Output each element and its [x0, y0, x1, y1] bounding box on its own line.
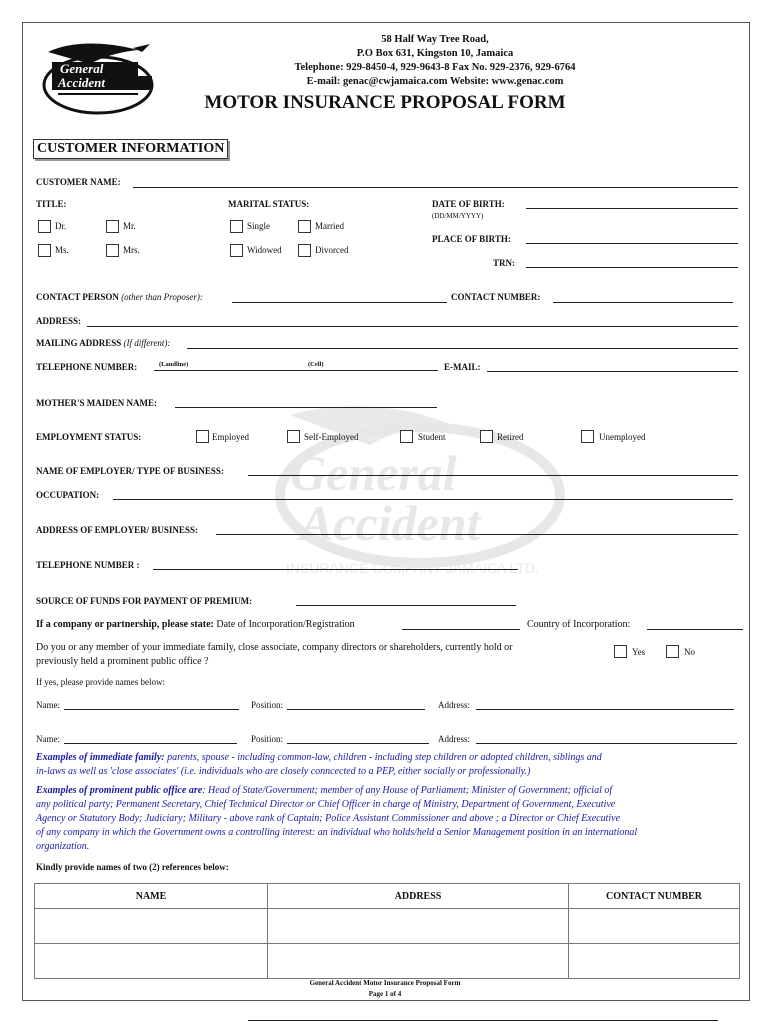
office-examples-text5: organization.	[36, 841, 90, 852]
footer-line2: Page 1 of 4	[368, 990, 402, 998]
pep-position-field-2[interactable]	[287, 743, 429, 744]
watermark-logo	[250, 395, 570, 595]
family-examples	[36, 751, 741, 779]
title-dr-label: Dr.	[55, 221, 67, 231]
trn-label: TRN:	[493, 258, 515, 268]
page-title: MOTOR INSURANCE PROPOSAL FORM	[204, 92, 566, 113]
pep-name-label-1: Name:	[36, 700, 60, 710]
pep-position-label-2: Position:	[251, 734, 284, 744]
employed-label: Employed	[212, 432, 249, 442]
company-lead: If a company or partnership, please state:	[36, 619, 214, 630]
marital-status-label: MARITAL STATUS:	[228, 199, 310, 209]
incorp-country-field[interactable]	[647, 629, 743, 630]
marital-married-checkbox[interactable]	[298, 220, 311, 233]
pob-field[interactable]	[526, 243, 738, 244]
telephone2-label: TELEPHONE NUMBER :	[36, 560, 140, 570]
pep-no-label: No	[684, 647, 695, 657]
references-row-1	[35, 909, 740, 944]
reference-1-contact-cell[interactable]	[569, 909, 740, 944]
occupation-label: OCCUPATION:	[36, 490, 100, 500]
references-row-2	[35, 944, 740, 979]
reference-1-name-cell[interactable]	[35, 909, 268, 944]
unemployed-checkbox[interactable]	[581, 430, 594, 443]
office-examples-text2: any political party; Permanent Secretary, Chief Technical Director or Chief Officer in charge of Ministry, Department of Government, Executive	[36, 799, 616, 810]
company-row	[36, 619, 355, 630]
dob-format: (DD/MM/YYYY)	[432, 212, 484, 220]
telephone-field[interactable]	[154, 370, 438, 371]
title-label: TITLE:	[36, 199, 67, 209]
company-logo	[38, 40, 156, 118]
contact-person-text: CONTACT PERSON	[36, 292, 119, 302]
maiden-name-field[interactable]	[175, 407, 437, 408]
title-mrs-label: Mrs.	[123, 245, 140, 255]
references-header-address: ADDRESS	[268, 884, 569, 909]
employed-checkbox[interactable]	[196, 430, 209, 443]
cell-label: (Cell)	[308, 361, 324, 368]
customer-name-field[interactable]	[133, 187, 738, 188]
title-ms-checkbox[interactable]	[38, 244, 51, 257]
unemployed-label: Unemployed	[599, 432, 646, 442]
header-address1: 58 Half Way Tree Road,	[381, 34, 489, 45]
dob-field[interactable]	[526, 208, 738, 209]
references-header-contact: CONTACT NUMBER	[569, 884, 740, 909]
source-funds-field[interactable]	[296, 605, 516, 606]
header-web: E-mail: genac@cwjamaica.com Website: www.genac.com	[306, 76, 564, 87]
self-employed-label: Self-Employed	[304, 432, 359, 442]
family-examples-text1: parents, spouse - including common-law, children - including step children or adopted children, siblings and	[164, 752, 602, 763]
pep-yes-checkbox[interactable]	[614, 645, 627, 658]
pep-address-label-2: Address:	[438, 734, 470, 744]
pep-yes-label: Yes	[632, 647, 646, 657]
references-table	[34, 883, 740, 979]
employer-address-field[interactable]	[216, 534, 738, 535]
address-label: ADDRESS:	[36, 316, 82, 326]
family-examples-text2: in-laws as well as 'close associates' (i.e. individuals who are closely conncected to a PEP, either socially or professionally.)	[36, 766, 531, 777]
references-intro: Kindly provide names of two (2) references below:	[36, 862, 229, 872]
pep-address-field-2[interactable]	[476, 743, 737, 744]
watermark-line1: General	[290, 445, 457, 501]
employer-field[interactable]	[248, 475, 738, 476]
student-checkbox[interactable]	[400, 430, 413, 443]
footer	[220, 978, 550, 1000]
office-examples	[36, 784, 741, 854]
pep-question	[36, 641, 512, 669]
reference-1-address-cell[interactable]	[268, 909, 569, 944]
customer-name-label: CUSTOMER NAME:	[36, 177, 121, 187]
title-dr-checkbox[interactable]	[38, 220, 51, 233]
title-mrs-checkbox[interactable]	[106, 244, 119, 257]
marital-single-label: Single	[247, 221, 271, 231]
incorp-date-label: Date of Incorporation/Registration	[216, 619, 355, 630]
reference-2-name-cell[interactable]	[35, 944, 268, 979]
logo-line1: General	[60, 61, 104, 76]
office-examples-text4: of any company in which the Government owns a controlling interest: an individual who holds/held a Senior Management position in an international	[36, 827, 638, 838]
reference-2-contact-cell[interactable]	[569, 944, 740, 979]
logo-line2: Accident	[58, 75, 105, 90]
incorp-date-field[interactable]	[402, 629, 520, 630]
retired-checkbox[interactable]	[480, 430, 493, 443]
marital-divorced-label: Divorced	[315, 245, 349, 255]
watermark-line2: Accident	[300, 495, 481, 551]
retired-label: Retired	[497, 432, 524, 442]
marital-married-label: Married	[315, 221, 344, 231]
pep-address-field-1[interactable]	[476, 709, 734, 710]
mailing-address-note: (If different):	[123, 338, 171, 348]
pep-name-field-2[interactable]	[64, 743, 237, 744]
contact-person-label	[36, 292, 203, 302]
office-examples-text3: Agency or Statutory Body; Judiciary; Military - above rank of Captain; Police Assistant Commissioner and above ; a Director or Chief Executive	[36, 813, 621, 824]
pep-no-checkbox[interactable]	[666, 645, 679, 658]
pep-name-label-2: Name:	[36, 734, 60, 744]
email-field[interactable]	[487, 371, 738, 372]
header-block	[150, 33, 720, 89]
pep-position-field-1[interactable]	[287, 709, 425, 710]
title-mr-label: Mr.	[123, 221, 136, 231]
section-title: CUSTOMER INFORMATION	[33, 139, 228, 159]
mailing-address-text: MAILING ADDRESS	[36, 338, 122, 348]
contact-person-field[interactable]	[232, 302, 447, 303]
email-label: E-MAIL:	[444, 362, 481, 372]
employment-status-label: EMPLOYMENT STATUS:	[36, 432, 142, 442]
telephone-label: TELEPHONE NUMBER:	[36, 362, 138, 372]
employer-label: NAME OF EMPLOYER/ TYPE OF BUSINESS:	[36, 466, 224, 476]
contact-number-label: CONTACT NUMBER:	[451, 292, 541, 302]
marital-widowed-checkbox[interactable]	[230, 244, 243, 257]
title-ms-label: Ms.	[55, 245, 69, 255]
pep-address-label-1: Address:	[438, 700, 470, 710]
self-employed-checkbox[interactable]	[287, 430, 300, 443]
footer-line1: General Accident Motor Insurance Proposal Form	[309, 979, 461, 987]
if-yes-note: If yes, please provide names below:	[36, 677, 165, 687]
pep-position-label-1: Position:	[251, 700, 284, 710]
header-address2: P.O Box 631, Kingston 10, Jamaica	[356, 48, 514, 59]
mailing-address-label	[36, 338, 170, 348]
header-phones: Telephone: 929-8450-4, 929-9643-8 Fax No. 929-2376, 929-6764	[294, 62, 576, 73]
watermark-line3: INSURANCE COMPANY JAMAICA LTD.	[286, 560, 539, 576]
incorp-country-label: Country of Incorporation:	[527, 619, 631, 630]
office-examples-lead: Examples of prominent public office are	[36, 785, 203, 796]
marital-single-checkbox[interactable]	[230, 220, 243, 233]
occupation-field[interactable]	[113, 499, 733, 500]
family-examples-lead: Examples of immediate family:	[36, 752, 165, 763]
trn-field[interactable]	[526, 267, 738, 268]
marital-widowed-label: Widowed	[247, 245, 282, 255]
contact-number-field[interactable]	[553, 302, 733, 303]
mailing-address-field[interactable]	[187, 348, 738, 349]
employer-address-label: ADDRESS OF EMPLOYER/ BUSINESS:	[36, 525, 198, 535]
student-label: Student	[418, 432, 446, 442]
pep-question-line2: previously held a prominent public office ?	[36, 656, 209, 667]
pep-name-field-1[interactable]	[64, 709, 239, 710]
dob-label: DATE OF BIRTH:	[432, 199, 505, 209]
title-mr-checkbox[interactable]	[106, 220, 119, 233]
source-funds-label: SOURCE OF FUNDS FOR PAYMENT OF PREMIUM:	[36, 596, 253, 606]
pob-label: PLACE OF BIRTH:	[432, 234, 511, 244]
office-examples-text1: : Head of State/Government; member of any House of Parliament; Minister of Government; official of	[202, 785, 613, 796]
marital-divorced-checkbox[interactable]	[298, 244, 311, 257]
telephone2-field[interactable]	[153, 569, 518, 570]
reference-2-address-cell[interactable]	[268, 944, 569, 979]
address-field[interactable]	[87, 326, 738, 327]
bottom-rule	[248, 1020, 718, 1021]
maiden-name-label: MOTHER'S MAIDEN NAME:	[36, 398, 157, 408]
landline-label: (Landline)	[159, 361, 189, 368]
contact-person-note: (other than Proposer):	[121, 292, 203, 302]
pep-question-line1: Do you or any member of your immediate family, close associate, company directors or shareholders, currently hold or	[36, 642, 513, 653]
references-header-name: NAME	[35, 884, 268, 909]
